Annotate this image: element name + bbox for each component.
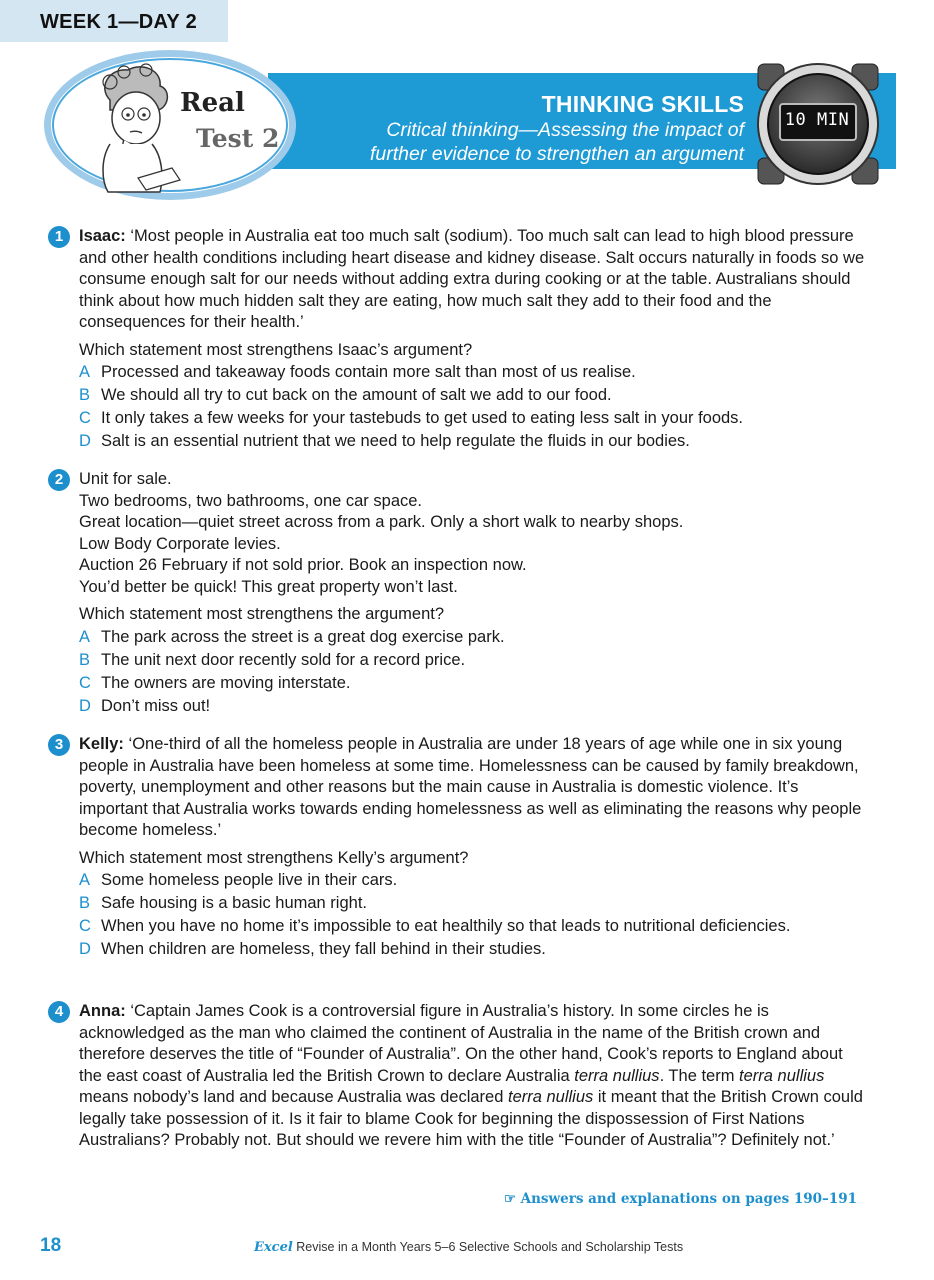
ad-line: Two bedrooms, two bathrooms, one car space. bbox=[79, 491, 423, 510]
option-letter: B bbox=[79, 650, 91, 669]
answer-option-a[interactable] bbox=[79, 361, 868, 384]
question-4 bbox=[48, 1001, 868, 1152]
option-letter: C bbox=[79, 917, 91, 935]
section-title: THINKING SKILLS bbox=[541, 91, 744, 117]
answer-option-a[interactable] bbox=[79, 869, 868, 892]
question-prompt: Which statement most strengthens Isaac’s argument? bbox=[79, 340, 473, 359]
week-day-tab: WEEK 1—DAY 2 bbox=[0, 0, 228, 42]
answer-option-b[interactable] bbox=[79, 384, 868, 407]
question-3 bbox=[48, 734, 868, 961]
ad-line: Low Body Corporate levies. bbox=[79, 534, 281, 553]
option-letter: C bbox=[79, 673, 91, 692]
question-passage bbox=[79, 1001, 868, 1152]
student-cartoon-icon bbox=[80, 60, 190, 195]
option-text: Processed and takeaway foods contain more salt than most of us realise. bbox=[101, 363, 636, 381]
option-letter: A bbox=[79, 871, 91, 889]
ad-line: Unit for sale. bbox=[79, 470, 172, 488]
page-number: 18 bbox=[40, 1235, 62, 1256]
answer-option-c[interactable] bbox=[79, 407, 868, 430]
answer-option-b[interactable] bbox=[79, 892, 868, 915]
section-subtitle bbox=[274, 118, 744, 166]
option-text: When children are homeless, they fall behind in their studies. bbox=[101, 940, 546, 958]
answer-option-d[interactable] bbox=[79, 695, 868, 718]
passage-text: . The term bbox=[659, 1066, 740, 1085]
answers-reference-link[interactable]: ☞ Answers and explanations on pages 190–191 bbox=[503, 1191, 857, 1207]
answer-option-a[interactable] bbox=[79, 626, 868, 649]
option-text: The owners are moving interstate. bbox=[101, 673, 351, 692]
latin-term: terra nullius bbox=[739, 1066, 825, 1085]
option-text: Don’t miss out! bbox=[101, 696, 211, 715]
ad-line: Auction 26 February if not sold prior. Book an inspection now. bbox=[79, 556, 527, 574]
passage-text: means nobody’s land and because Australia was declared bbox=[79, 1088, 508, 1106]
option-letter: C bbox=[79, 409, 91, 427]
badge-real-label: Real bbox=[180, 88, 245, 118]
question-number-badge: 2 bbox=[48, 469, 70, 491]
question-number-badge: 1 bbox=[48, 226, 70, 248]
question-2 bbox=[48, 469, 868, 718]
latin-term: terra nullius bbox=[574, 1066, 660, 1085]
latin-term: terra nullius bbox=[507, 1088, 594, 1106]
answer-option-d[interactable] bbox=[79, 430, 868, 453]
option-letter: D bbox=[79, 696, 91, 715]
option-text: Salt is an essential nutrient that we need to help regulate the fluids in our bodies. bbox=[101, 432, 690, 450]
option-text: We should all try to cut back on the amount of salt we add to our food. bbox=[101, 386, 612, 404]
speaker-name: Isaac: bbox=[79, 227, 126, 245]
badge-test-label: Test 2 bbox=[196, 124, 280, 153]
section-subtitle-line-2: further evidence to strengthen an argument bbox=[370, 143, 744, 165]
book-footer bbox=[254, 1240, 683, 1255]
option-letter: B bbox=[79, 386, 91, 404]
question-prompt: Which statement most strengthens Kelly’s argument? bbox=[79, 848, 469, 867]
option-text: Safe housing is a basic human right. bbox=[101, 894, 367, 912]
ad-line: Great location—quiet street across from a park. Only a short walk to nearby shops. bbox=[79, 513, 684, 531]
brand-logo-text: Excel bbox=[254, 1240, 293, 1255]
option-letter: D bbox=[79, 940, 91, 958]
question-prompt: Which statement most strengthens the argument? bbox=[79, 605, 445, 623]
timer-label: 10 MIN bbox=[784, 110, 850, 130]
answer-option-c[interactable] bbox=[79, 672, 868, 695]
option-letter: B bbox=[79, 894, 91, 912]
answer-option-d[interactable] bbox=[79, 938, 868, 961]
option-letter: A bbox=[79, 363, 91, 381]
answer-option-c[interactable] bbox=[79, 915, 868, 938]
speaker-name: Anna: bbox=[79, 1002, 126, 1020]
option-letter: A bbox=[79, 627, 91, 646]
passage-text: ‘Captain James Cook is a controversial figure in Australia’s history. In some circles he is acknowledged as the man who claimed the continent of Australia in the name of the British crown and therefore deserves the title of “Founder of Australia”. On the other hand, Cook’s reports to England about the east coast of Australia led the British Crown to declare Australia bbox=[79, 1002, 843, 1085]
option-letter: D bbox=[79, 432, 91, 450]
question-number-badge: 4 bbox=[48, 1001, 70, 1023]
question-passage bbox=[79, 226, 868, 334]
option-text: Some homeless people live in their cars. bbox=[101, 871, 398, 889]
passage-text: it meant that the British Crown could legally take possession of it. Is it fair to blame Cook for beginning the dispossession of First Nations Australians? Probably not. But should we revere him with the title “Founder of Australia”? Definitely not.’ bbox=[79, 1088, 863, 1149]
question-1 bbox=[48, 226, 868, 453]
passage-text: ‘One-third of all the homeless people in Australia are under 18 years of age while one in six young people in Australia have been homeless at some time. Homelessness can be caused by family breakdown, poverty, unemployment and other reasons but the main cause in Australia is domestic violence. It’s important that Australia works towards ending homelessness as well as eliminating the reasons why people become homeless.’ bbox=[79, 735, 862, 839]
question-number-badge: 3 bbox=[48, 734, 70, 756]
passage-text: ‘Most people in Australia eat too much salt (sodium). Too much salt can lead to high blood pressure and other health conditions including heart disease and kidney disease. Salt occurs naturally in foods so we consume enough salt for our needs without adding extra during cooking or at the table. Australians should think about how much hidden salt they are eating, how much salt they add to their food and the consequences for their health.’ bbox=[79, 227, 865, 331]
option-text: The park across the street is a great dog exercise park. bbox=[101, 627, 505, 646]
option-text: When you have no home it’s impossible to eat healthily so that leads to nutritional deficiencies. bbox=[101, 917, 791, 935]
question-passage bbox=[79, 734, 868, 842]
section-subtitle-line-1: Critical thinking—Assessing the impact of bbox=[386, 119, 744, 141]
ad-line: You’d better be quick! This great property won’t last. bbox=[79, 577, 458, 596]
option-text: The unit next door recently sold for a record price. bbox=[101, 650, 466, 669]
book-title: Revise in a Month Years 5–6 Selective Schools and Scholarship Tests bbox=[292, 1240, 684, 1254]
option-text: It only takes a few weeks for your tastebuds to get used to eating less salt in your foods. bbox=[101, 409, 744, 427]
speaker-name: Kelly: bbox=[79, 735, 124, 753]
answer-option-b[interactable] bbox=[79, 649, 868, 672]
